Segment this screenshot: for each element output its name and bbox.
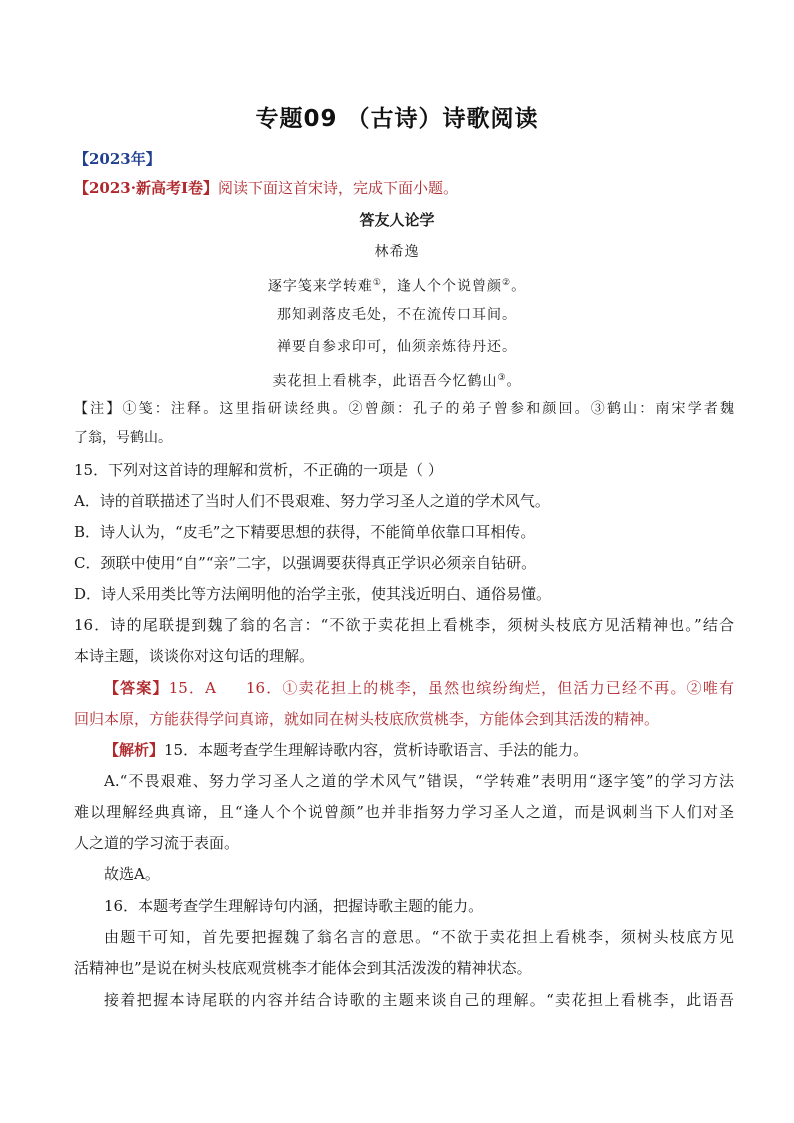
page-title: 专题09 （古诗）诗歌阅读	[255, 106, 539, 132]
answer-label: 【答案】	[104, 679, 169, 697]
footnote-marker: ①	[372, 278, 382, 288]
analysis-line: 故选A。	[104, 865, 160, 883]
analysis-line: 难以理解经典真谛，且“逢人个个说曾颜”也并非指努力学习圣人之道，而是讽刺当下人们对圣	[74, 803, 734, 821]
poem-line: 禅要自参求印可，仙须亲炼待丹还。	[277, 339, 517, 355]
footnote-marker: ②	[502, 278, 512, 288]
poem-line: 那知剥落皮毛处，不在流传口耳间。	[277, 307, 517, 323]
poem-line	[0, 273, 794, 297]
poem-line	[0, 368, 794, 392]
year-tag: 【2023年】	[74, 150, 161, 168]
analysis-line	[104, 740, 734, 760]
poem-line-text: 。	[506, 373, 522, 390]
answer-16-prefix: 16．	[245, 679, 283, 697]
source-line	[74, 178, 734, 198]
note-text: ①笺：注释。这里指研读经典。②曾颜：孔子的弟子曾参和颜回。③鹤山：南宋学者魏	[122, 401, 735, 417]
analysis-line: 由题干可知，首先要把握魏了翁名言的意思。“不欲于卖花担上看桃李，须树头枝底方见	[104, 928, 734, 946]
analysis-line: 接着把握本诗尾联的内容并结合诗歌的主题来谈自己的理解。“卖花担上看桃李，此语吾	[104, 991, 734, 1009]
analysis-label: 【解析】	[104, 741, 165, 759]
note-line	[74, 399, 734, 419]
analysis-line: A.“不畏艰难、努力学习圣人之道的学术风气”错误，“学转难”表明用“逐字笺”的学习方法	[104, 772, 734, 790]
poem-line-text: 卖花担上看桃李，此语吾今忆鹤山	[272, 373, 498, 390]
option-a: A．诗的首联描述了当时人们不畏艰难、努力学习圣人之道的学术风气。	[74, 492, 550, 510]
question-16-line: 本诗主题，谈谈你对这句话的理解。	[74, 647, 315, 665]
poem-title: 答友人论学	[359, 211, 435, 229]
poem-line-text: 逐字笺来学转难	[267, 278, 373, 295]
option-d: D．诗人采用类比等方法阐明他的治学主张，使其浅近明白、通俗易懂。	[74, 585, 552, 603]
note-line: 了翁，号鹤山。	[74, 430, 172, 446]
option-b: B．诗人认为，“皮毛”之下精要思想的获得，不能简单依靠口耳相传。	[74, 523, 536, 541]
poem-line-text: ，逢人个个说曾颜	[382, 278, 502, 295]
analysis-line: 16．本题考查学生理解诗句内涵，把握诗歌主题的能力。	[104, 897, 484, 915]
answer-line: 回归本原，方能获得学问真谛，就如同在树头枝底欣赏桃李，方能体会到其活泼的精神。	[74, 710, 660, 728]
analysis-text: 15．本题考查学生理解诗歌内容，赏析诗歌语言、手法的能力。	[164, 741, 589, 759]
question-15-stem: 15．下列对这首诗的理解和赏析，不正确的一项是（ ）	[74, 461, 443, 479]
source-instruction: 阅读下面这首宋诗，完成下面小题。	[218, 179, 459, 197]
source-tag: 【2023·新高考Ⅰ卷】	[74, 179, 218, 197]
poem-line-text: 。	[511, 278, 527, 295]
answer-16-text: ①卖花担上的桃李，虽然也缤纷绚烂，但活力已经不再。②唯有	[282, 679, 734, 697]
question-16-line: 16．诗的尾联提到魏了翁的名言：“不欲于卖花担上看桃李，须树头枝底方见活精神也。”结合	[74, 616, 734, 634]
note-label: 【注】	[74, 401, 123, 417]
footnote-marker: ③	[497, 373, 507, 383]
option-c: C．颈联中使用“自”“亲”二字，以强调要获得真正学识必须亲自钻研。	[74, 554, 537, 572]
answer-line	[104, 678, 734, 698]
answer-15: 15．A	[168, 679, 216, 697]
analysis-line: 活精神也”是说在树头枝底观赏桃李才能体会到其活泼泼的精神状态。	[74, 959, 532, 977]
analysis-line: 人之道的学习流于表面。	[74, 834, 240, 852]
poem-author: 林希逸	[374, 244, 420, 260]
